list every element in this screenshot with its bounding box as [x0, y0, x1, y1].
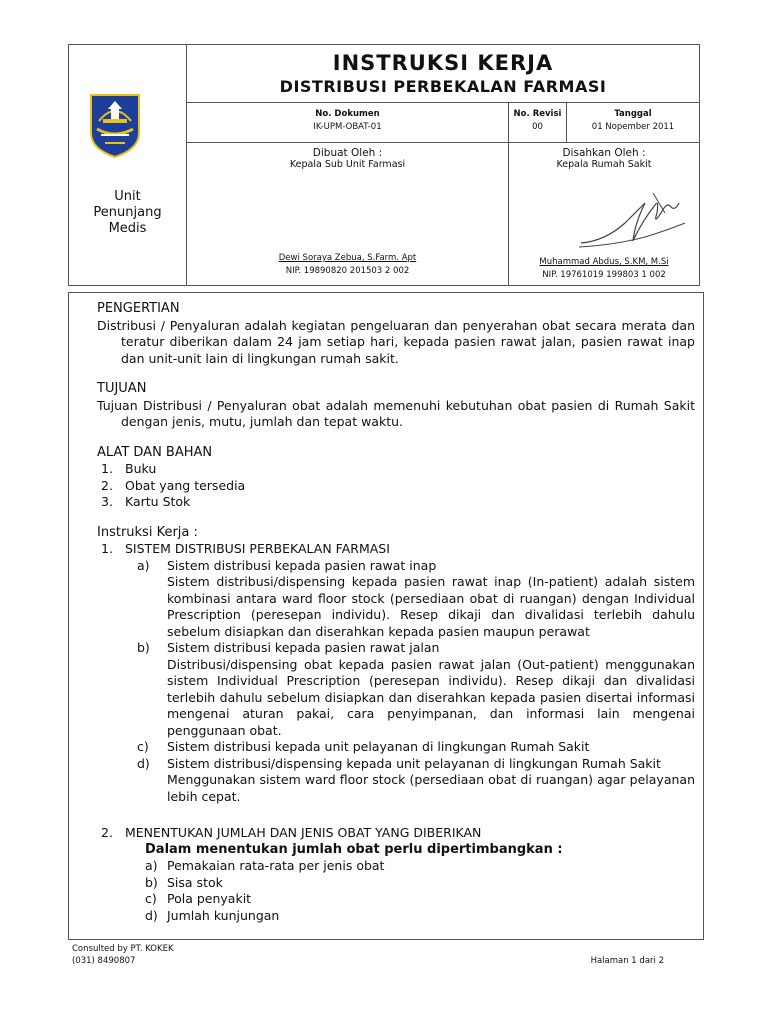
item-letter: d)	[137, 755, 150, 771]
item-letter: a)	[137, 557, 150, 573]
list-item	[145, 875, 695, 892]
item-letter: a)	[145, 858, 158, 873]
list-item: 1. SISTEM DISTRIBUSI PERBEKALAN FARMASI	[101, 541, 390, 556]
list-item: 2. Obat yang tersedia	[101, 477, 246, 493]
list-item	[145, 858, 695, 875]
tujuan-heading: TUJUAN	[97, 381, 147, 396]
item-desc: Sistem distribusi/dispensing kepada pasien rawat inap (In-patient) adalah sistem kombinasi antara ward floor stock (persediaan obat di ruangan) dengan Individual Prescription (peresepan individu). Resep dikaji dan divalidasi terlebih dahulu sebelum disiapkan dan diserahkan kepada pasien maupun perawat	[167, 574, 695, 639]
instruksi-list	[97, 541, 695, 558]
content-box	[68, 292, 704, 940]
section2-sublist	[145, 858, 695, 924]
item-letter: c)	[145, 891, 157, 906]
list-item	[145, 891, 695, 908]
approved-by-label: Disahkan Oleh :	[562, 147, 646, 159]
list-item	[145, 908, 695, 925]
section2-title: MENENTUKAN JUMLAH DAN JENIS OBAT YANG DIBERIKAN	[125, 825, 482, 840]
unit-line-1: Unit	[114, 189, 141, 204]
item-title: Sistem distribusi kepada unit pelayanan di lingkungan Rumah Sakit	[167, 739, 590, 754]
doc-number-label: No. Dokumen	[315, 109, 380, 119]
alat-item-text: Obat yang tersedia	[125, 477, 246, 493]
section1-title: SISTEM DISTRIBUSI PERBEKALAN FARMASI	[125, 541, 390, 556]
document-header	[68, 44, 700, 286]
pengertian-heading: PENGERTIAN	[97, 301, 180, 316]
alat-item-text: Kartu Stok	[125, 494, 191, 509]
section-alat	[97, 445, 695, 511]
item-title: Sistem distribusi kepada pasien rawat inap	[167, 557, 437, 573]
alat-heading: ALAT DAN BAHAN	[97, 444, 213, 460]
approved-by-nip: NIP. 19761019 199803 1 002	[542, 270, 666, 280]
pengertian-text: Distribusi / Penyaluran adalah kegiatan pengeluaran dan penyerahan obat secara merata dan teratur diberikan dalam 24 jam setiap hari, kepada pasien rawat jalan, pasien rawat inap dan unit-unit lain di lingkungan rumah sakit.	[97, 317, 695, 366]
prepared-by-cell	[187, 143, 509, 285]
list-item: 1. Buku	[101, 461, 157, 476]
document-title: INSTRUKSI KERJA	[332, 51, 554, 75]
content-body	[97, 301, 695, 924]
alat-list	[97, 461, 695, 511]
prepared-by-name: Dewi Soraya Zebua, S.Farm. Apt	[278, 253, 417, 263]
signature-image	[575, 183, 695, 253]
footer-phone: (031) 8490807	[72, 956, 136, 966]
approved-by-role: Kepala Rumah Sakit	[556, 159, 652, 170]
item-title: Sistem distribusi kepada pasien rawat jalan	[167, 640, 440, 655]
unit-name	[69, 189, 186, 237]
item-text: Pola penyakit	[167, 891, 252, 906]
signature-row	[187, 143, 699, 285]
item-letter: b)	[137, 640, 150, 655]
section1-sublist	[137, 558, 695, 806]
prepared-by-label: Dibuat Oleh :	[312, 147, 383, 159]
item-text: Sisa stok	[167, 874, 223, 890]
list-item: 3. Kartu Stok	[101, 494, 191, 509]
unit-line-2: Penunjang	[93, 205, 162, 220]
title-cell	[187, 45, 699, 103]
section-2	[97, 825, 695, 924]
document-subtitle: DISTRIBUSI PERBEKALAN FARMASI	[279, 77, 607, 96]
item-desc: Distribusi/dispensing obat kepada pasien rawat jalan (Out-patient) menggunakan sistem Individual Prescription (peresepan individu). Resep dikaji dan divalidasi terlebih dahulu sebelum disiapkan dan diserahkan kepada pasien disertai informasi mengenai aturan pakai, cara penyimpanan, dan informasi lain mengenai penggunaan obat.	[167, 656, 695, 738]
date-cell	[567, 103, 699, 142]
footer-page-number: Halaman 1 dari 2	[590, 956, 664, 966]
approved-by-cell	[509, 143, 699, 285]
revision-value: 00	[532, 122, 543, 132]
hospital-logo	[89, 93, 141, 159]
list-item	[137, 640, 695, 739]
section2-list	[97, 825, 695, 842]
item-letter: c)	[137, 739, 149, 754]
doc-number-cell	[187, 103, 509, 142]
meta-row	[187, 103, 699, 143]
list-item	[137, 756, 695, 806]
list-item	[137, 558, 695, 641]
doc-number-value: IK-UPM-OBAT-01	[313, 122, 382, 132]
list-item	[137, 739, 695, 756]
alat-item-text: Buku	[125, 461, 157, 476]
prepared-by-role: Kepala Sub Unit Farmasi	[289, 159, 406, 170]
item-letter: d)	[145, 907, 158, 923]
item-letter: b)	[145, 874, 158, 890]
section-instruksi	[97, 525, 695, 806]
approved-by-name: Muhammad Abdus, S.KM, M.Si	[539, 257, 669, 267]
footer-consulted: Consulted by PT. KOKEK	[72, 944, 174, 954]
section2-bold-heading: Dalam menentukan jumlah obat perlu dipertimbangkan :	[145, 841, 563, 857]
prepared-by-nip: NIP. 19890820 201503 2 002	[285, 266, 410, 276]
logo-cell	[69, 45, 187, 285]
instruksi-heading: Instruksi Kerja :	[97, 524, 198, 540]
section-pengertian	[97, 301, 695, 367]
date-label: Tanggal	[614, 109, 652, 119]
list-item: 2. MENENTUKAN JUMLAH DAN JENIS OBAT YANG DIBERIKAN	[101, 825, 482, 840]
date-value: 01 Nopember 2011	[591, 122, 675, 132]
revision-label: No. Revisi	[513, 109, 562, 119]
item-desc: Menggunakan sistem ward floor stock (persediaan obat di ruangan) agar pelayanan lebih cepat.	[167, 772, 695, 804]
item-text: Jumlah kunjungan	[167, 907, 280, 923]
tujuan-text: Tujuan Distribusi / Penyaluran obat adalah memenuhi kebutuhan obat pasien di Rumah Sakit dengan jenis, mutu, jumlah dan tepat waktu.	[97, 397, 695, 429]
unit-line-3: Medis	[108, 221, 147, 236]
item-text: Pemakaian rata-rata per jenis obat	[167, 858, 385, 873]
item-title: Sistem distribusi/dispensing kepada unit pelayanan di lingkungan Rumah Sakit	[167, 755, 661, 771]
revision-cell	[509, 103, 567, 142]
section-tujuan	[97, 381, 695, 431]
